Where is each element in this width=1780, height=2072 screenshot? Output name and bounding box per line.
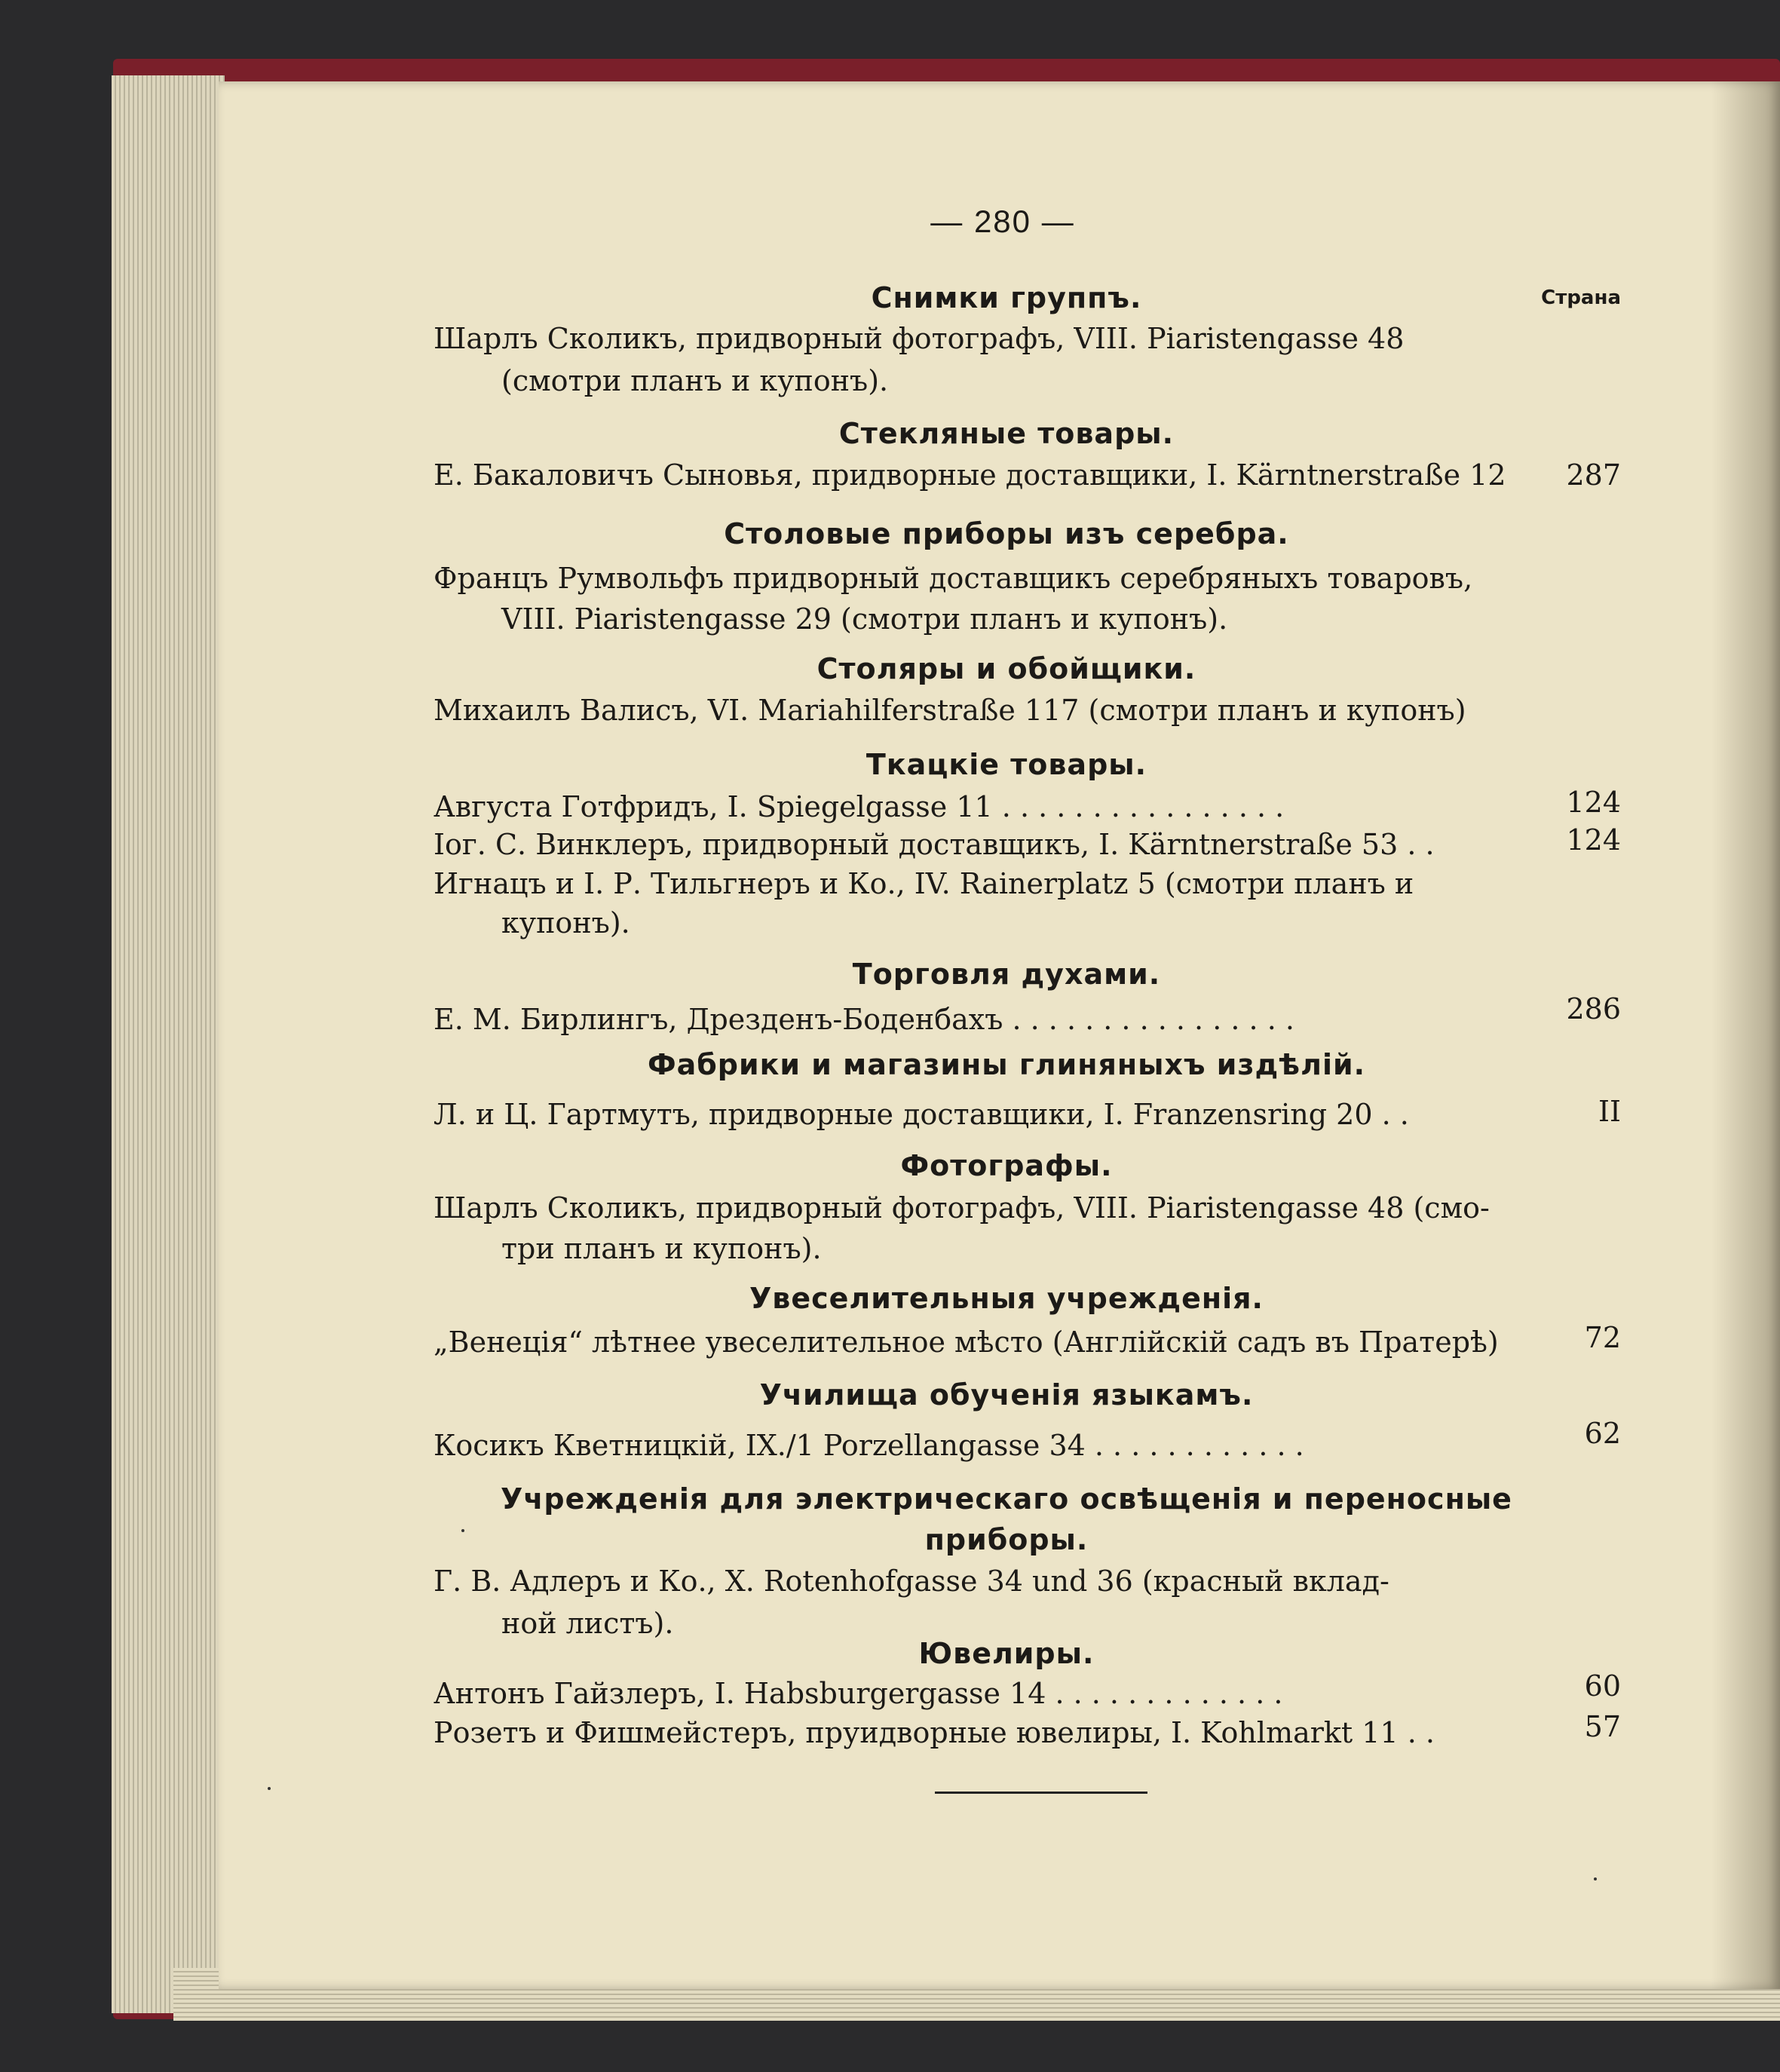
entry-line: Iог. С. Винклеръ, придворный доставщикъ, I. Kärntnerstraße 53 . .	[434, 828, 1435, 861]
entry-line: (смотри планъ и купонъ).	[501, 364, 889, 397]
page-reference: 287	[1566, 458, 1621, 492]
page-number: — 280 —	[930, 204, 1075, 239]
section-heading: Фотографы.	[900, 1149, 1113, 1182]
page-reference: 60	[1584, 1669, 1621, 1703]
paper-speck	[1594, 1877, 1597, 1880]
entry-line: Е. М. Бирлингъ, Дрезденъ-Боденбахъ . . . . . . . . . . . . . . . .	[434, 1003, 1294, 1036]
section-heading: Ювелиры.	[918, 1637, 1095, 1670]
entry-line: Шарлъ Сколикъ, придворный фотографъ, VIII. Piaristengasse 48 (смо-	[434, 1191, 1490, 1225]
page-reference: 57	[1584, 1710, 1621, 1743]
paper-speck	[461, 1529, 464, 1532]
page-reference: 72	[1584, 1321, 1621, 1354]
section-heading: Фабрики и магазины глиняныхъ издѣлiй.	[647, 1048, 1366, 1081]
entry-line: Францъ Румвольфъ придворный доставщикъ серебряныхъ товаровъ,	[434, 562, 1473, 595]
page-reference: 124	[1566, 823, 1621, 857]
entry-line: Михаилъ Валисъ, VI. Mariahilferstraße 117 (смотри планъ и купонъ)	[434, 694, 1466, 727]
entry-line: Е. Бакаловичъ Сыновья, придворные доставщики, I. Kärntnerstraße 12	[434, 458, 1506, 492]
section-heading: Стекляные товары.	[838, 417, 1175, 450]
page-reference: 286	[1566, 992, 1621, 1025]
column-label: Страна	[1541, 287, 1621, 309]
entry-line: Игнацъ и I. Р. Тильгнеръ и Ко., IV. Rainerplatz 5 (смотри планъ и	[434, 867, 1414, 900]
entry-line: ной листъ).	[501, 1607, 674, 1640]
page-reference: 62	[1584, 1417, 1621, 1450]
section-heading: Торговля духами.	[852, 958, 1161, 991]
section-heading: Училища обученiя языкамъ.	[759, 1378, 1254, 1411]
entry-line: Л. и Ц. Гартмутъ, придворные доставщики, I. Franzensring 20 . .	[434, 1098, 1409, 1131]
page-reference: II	[1598, 1095, 1621, 1128]
entry-line: VIII. Piaristengasse 29 (смотри планъ и купонъ).	[501, 602, 1228, 636]
entry-line: Августа Готфридъ, I. Spiegelgasse 11 . . . . . . . . . . . . . . . .	[434, 790, 1285, 823]
page-reference: 124	[1566, 786, 1621, 819]
paper-speck	[268, 1787, 271, 1790]
entry-line: Розетъ и Фишмейстеръ, пруидворные ювелиры, I. Kohlmarkt 11 . .	[434, 1716, 1435, 1749]
entry-line: купонъ).	[501, 906, 630, 939]
end-rule	[935, 1792, 1147, 1794]
entry-line: Г. В. Адлеръ и Ко., X. Rotenhofgasse 34 und 36 (красный вклад-	[434, 1565, 1389, 1598]
entry-line: „Венецiя“ лѣтнее увеселительное мѣсто (Англiйскiй садъ въ Пратерѣ)	[434, 1326, 1499, 1359]
section-heading: Столяры и обойщики.	[816, 652, 1196, 685]
section-heading: Учрежденiя для электрическаго освѣщенiя и переносные приборы.	[501, 1482, 1512, 1556]
entry-line: Косикъ Кветницкiй, IX./1 Porzellangasse 34 . . . . . . . . . . . .	[434, 1429, 1304, 1462]
section-heading: Ткацкiе товары.	[865, 748, 1147, 781]
entry-line: Шарлъ Сколикъ, придворный фотографъ, VIII. Piaristengasse 48	[434, 322, 1405, 355]
section-heading: Снимки группъ.	[871, 281, 1142, 314]
entry-line: три планъ и купонъ).	[501, 1232, 822, 1265]
section-heading: Увеселительныя учрежденiя.	[749, 1282, 1264, 1315]
section-heading: Столовые приборы изъ серебра.	[724, 517, 1289, 550]
entry-line: Антонъ Гайзлеръ, I. Habsburgergasse 14 . . . . . . . . . . . . .	[434, 1677, 1283, 1710]
